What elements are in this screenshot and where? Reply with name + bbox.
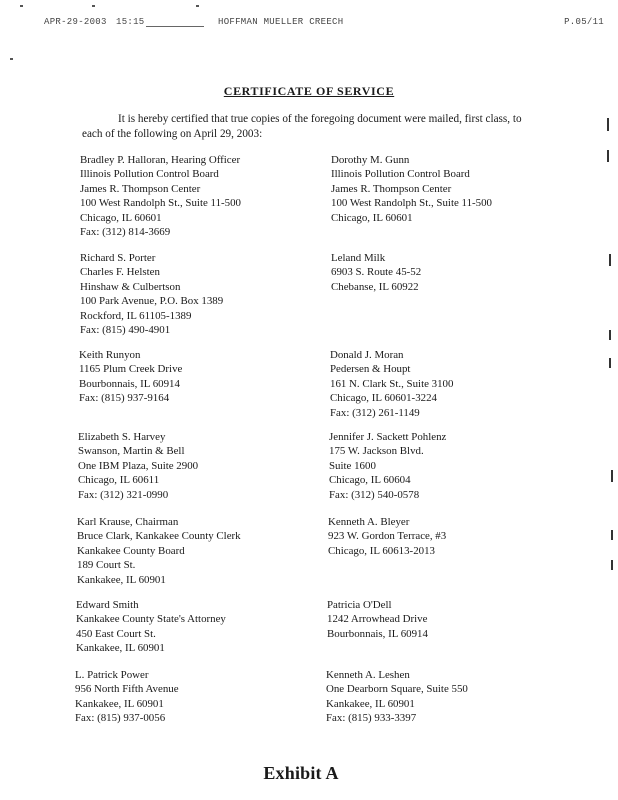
- exhibit-label: Exhibit A: [263, 763, 339, 783]
- address-line: Bourbonnais, IL 60914: [327, 627, 428, 640]
- margin-mark: [607, 118, 609, 131]
- address-line: Fax: (815) 490-4901: [80, 323, 171, 336]
- address-line: 100 Park Avenue, P.O. Box 1389: [80, 295, 224, 308]
- scan-speck: [92, 5, 95, 7]
- recipient-sackett-pohlenz: [329, 430, 446, 502]
- recipient-milk: [331, 251, 421, 294]
- address-line: Fax: (815) 933-3397: [326, 712, 417, 725]
- recipient-runyon: [79, 348, 182, 406]
- recipient-power: [75, 668, 179, 726]
- recipient-gunn: [331, 153, 492, 225]
- address-line: Kankakee, IL 60901: [326, 697, 415, 710]
- address-line: Fax: (815) 937-9164: [79, 392, 170, 405]
- address-line: Fax: (312) 261-1149: [330, 406, 420, 419]
- recipient-bleyer: [328, 515, 446, 558]
- address-line: 450 East Court St.: [76, 627, 156, 640]
- address-line: 161 N. Clark St., Suite 3100: [330, 377, 454, 390]
- fax-sender: HOFFMAN MUELLER CREECH: [218, 17, 344, 27]
- scan-speck: [196, 5, 199, 7]
- address-line: 1242 Arrowhead Drive: [327, 613, 428, 626]
- address-line: Chicago, IL 60601: [331, 211, 413, 224]
- address-line: Pedersen & Houpt: [330, 363, 411, 376]
- address-line: Illinois Pollution Control Board: [80, 168, 219, 181]
- address-line: Chebanse, IL 60922: [331, 280, 419, 293]
- fax-header: [44, 17, 604, 31]
- address-line: 6903 S. Route 45-52: [331, 266, 422, 279]
- intro-paragraph: [82, 112, 538, 142]
- address-line: Dorothy M. Gunn: [331, 154, 410, 166]
- address-line: Fax: (815) 937-0056: [75, 712, 166, 725]
- address-line: Charles F. Helsten: [80, 266, 160, 279]
- recipient-harvey: [78, 430, 198, 502]
- scan-speck: [10, 58, 13, 60]
- address-line: Bourbonnais, IL 60914: [79, 377, 180, 390]
- recipient-halloran: [80, 153, 241, 239]
- address-line: Patricia O'Dell: [327, 599, 392, 611]
- address-line: James R. Thompson Center: [331, 182, 452, 195]
- margin-mark: [611, 560, 613, 570]
- address-line: Leland Milk: [331, 252, 386, 264]
- margin-mark: [609, 358, 611, 368]
- fax-time: 15:15: [116, 17, 145, 27]
- margin-mark: [611, 470, 613, 482]
- recipient-smith: [76, 598, 226, 656]
- margin-mark: [609, 330, 611, 340]
- address-line: Chicago, IL 60601: [80, 211, 162, 224]
- recipient-krause: [77, 515, 241, 587]
- recipient-moran: [330, 348, 453, 420]
- address-line: James R. Thompson Center: [80, 182, 201, 195]
- address-line: Jennifer J. Sackett Pohlenz: [329, 431, 447, 443]
- margin-mark: [609, 254, 611, 266]
- address-line: Kankakee County State's Attorney: [76, 613, 226, 626]
- margin-mark: [607, 150, 609, 162]
- address-line: Kankakee County Board: [77, 544, 185, 557]
- address-line: One IBM Plaza, Suite 2900: [78, 459, 199, 472]
- address-line: Elizabeth S. Harvey: [78, 431, 166, 443]
- address-line: 100 West Randolph St., Suite 11-500: [80, 197, 241, 210]
- address-line: Donald J. Moran: [330, 349, 404, 361]
- address-line: Richard S. Porter: [80, 252, 156, 264]
- address-line: Bradley P. Halloran, Hearing Officer: [80, 154, 241, 166]
- address-line: Kenneth A. Leshen: [326, 669, 410, 681]
- address-line: Kenneth A. Bleyer: [328, 516, 410, 528]
- address-line: Chicago, IL 60601-3224: [330, 392, 437, 405]
- recipient-odell: [327, 598, 428, 641]
- address-line: 189 Court St.: [77, 559, 136, 572]
- address-line: 923 W. Gordon Terrace, #3: [328, 530, 447, 543]
- address-line: Karl Krause, Chairman: [77, 516, 179, 528]
- address-line: Illinois Pollution Control Board: [331, 168, 470, 181]
- address-line: Rockford, IL 61105-1389: [80, 309, 192, 322]
- margin-mark: [611, 530, 613, 540]
- address-line: Bruce Clark, Kankakee County Clerk: [77, 530, 241, 543]
- recipient-porter: [80, 251, 223, 337]
- recipient-leshen: [326, 668, 468, 726]
- address-line: Fax: (312) 540-0578: [329, 488, 420, 501]
- address-line: Kankakee, IL 60901: [77, 573, 166, 586]
- address-line: Keith Runyon: [79, 349, 141, 361]
- address-line: Chicago, IL 60613-2013: [328, 544, 435, 557]
- address-line: Chicago, IL 60611: [78, 474, 160, 487]
- fax-blank-line: [146, 17, 204, 27]
- address-line: 175 W. Jackson Blvd.: [329, 445, 424, 458]
- address-line: One Dearborn Square, Suite 550: [326, 683, 468, 696]
- address-line: Fax: (312) 321-0990: [78, 488, 169, 501]
- address-line: 100 West Randolph St., Suite 11-500: [331, 197, 492, 210]
- scan-speck: [20, 5, 23, 7]
- address-line: Fax: (312) 814-3669: [80, 225, 171, 238]
- address-line: 956 North Fifth Avenue: [75, 683, 179, 696]
- address-line: Kankakee, IL 60901: [76, 642, 165, 655]
- fax-date: APR-29-2003: [44, 17, 107, 27]
- address-line: 1165 Plum Creek Drive: [79, 363, 183, 376]
- address-line: Chicago, IL 60604: [329, 474, 411, 487]
- address-line: L. Patrick Power: [75, 669, 149, 681]
- address-line: Kankakee, IL 60901: [75, 697, 164, 710]
- address-line: Suite 1600: [329, 459, 376, 472]
- intro-text: It is hereby certified that true copies of the foregoing document were mailed, first class, to each of the following on April 29, 2003:: [82, 113, 522, 140]
- address-line: Swanson, Martin & Bell: [78, 445, 185, 458]
- certificate-title: CERTIFICATE OF SERVICE: [223, 84, 395, 98]
- address-line: Hinshaw & Culbertson: [80, 280, 181, 293]
- fax-page-number: P.05/11: [564, 17, 604, 27]
- address-line: Edward Smith: [76, 599, 139, 611]
